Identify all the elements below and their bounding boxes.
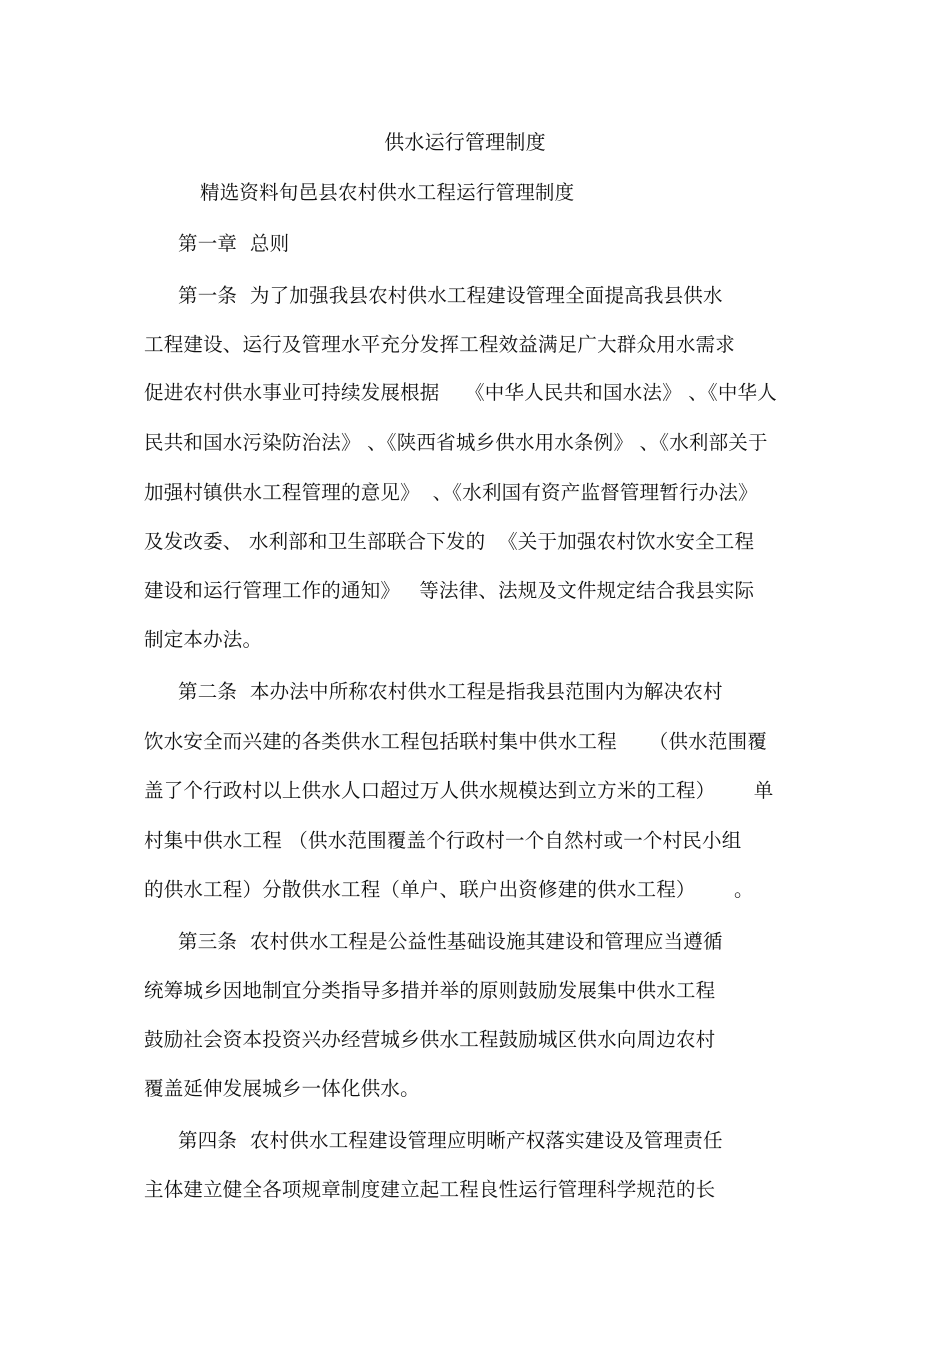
article-3-line-1: 第三条 农村供水工程是公益性基础设施其建设和管理应当遵循 xyxy=(178,930,723,953)
article-2-line-4: 村集中供水工程 （供水范围覆盖个行政村一个自然村或一个村民小组 xyxy=(144,829,742,852)
article-1-line-1: 第一条 为了加强我县农村供水工程建设管理全面提高我县供水 xyxy=(178,284,723,307)
article-1-line-3: 促进农村供水事业可持续发展根据 《中华人民共和国水法》 、《中华人 xyxy=(144,381,777,404)
article-4-line-1: 第四条 农村供水工程建设管理应明晰产权落实建设及管理责任 xyxy=(178,1129,723,1152)
article-2-line-1: 第二条 本办法中所称农村供水工程是指我县范围内为解决农村 xyxy=(178,680,723,703)
document-title: 供水运行管理制度 xyxy=(384,130,546,154)
article-1-line-5: 加强村镇供水工程管理的意见》 、《水利国有资产监督管理暂行办法》 xyxy=(144,481,758,504)
article-1-line-8: 制定本办法。 xyxy=(144,628,263,651)
article-4-line-2: 主体建立健全各项规章制度建立起工程良性运行管理科学规范的长 xyxy=(144,1178,716,1201)
article-3-line-2: 统筹城乡因地制宜分类指导多措并举的原则鼓励发展集中供水工程 xyxy=(144,979,716,1002)
article-1-line-4: 民共和国水污染防治法》 、《陕西省城乡供水用水条例》 、《水利部关于 xyxy=(144,431,768,454)
article-2-line-3: 盖了个行政村以上供水人口超过万人供水规模达到立方米的工程） 单 xyxy=(144,779,774,802)
chapter-heading: 第一章 总则 xyxy=(178,232,290,255)
article-3-line-4: 覆盖延伸发展城乡一体化供水。 xyxy=(144,1077,420,1100)
article-1-line-6: 及发改委、 水利部和卫生部联合下发的 《关于加强农村饮水安全工程 xyxy=(144,530,755,553)
document-subtitle: 精选资料旬邑县农村供水工程运行管理制度 xyxy=(200,181,575,204)
article-3-line-3: 鼓励社会资本投资兴办经营城乡供水工程鼓励城区供水向周边农村 xyxy=(144,1028,716,1051)
article-2-line-5: 的供水工程）分散供水工程（单户、联户出资修建的供水工程） 。 xyxy=(144,878,754,901)
article-1-line-7: 建设和运行管理工作的通知》 等法律、法规及文件规定结合我县实际 xyxy=(144,579,755,602)
article-1-line-2: 工程建设、运行及管理水平充分发挥工程效益满足广大群众用水需求 xyxy=(144,333,736,356)
article-2-line-2: 饮水安全而兴建的各类供水工程包括联村集中供水工程 （供水范围覆 xyxy=(144,730,767,753)
